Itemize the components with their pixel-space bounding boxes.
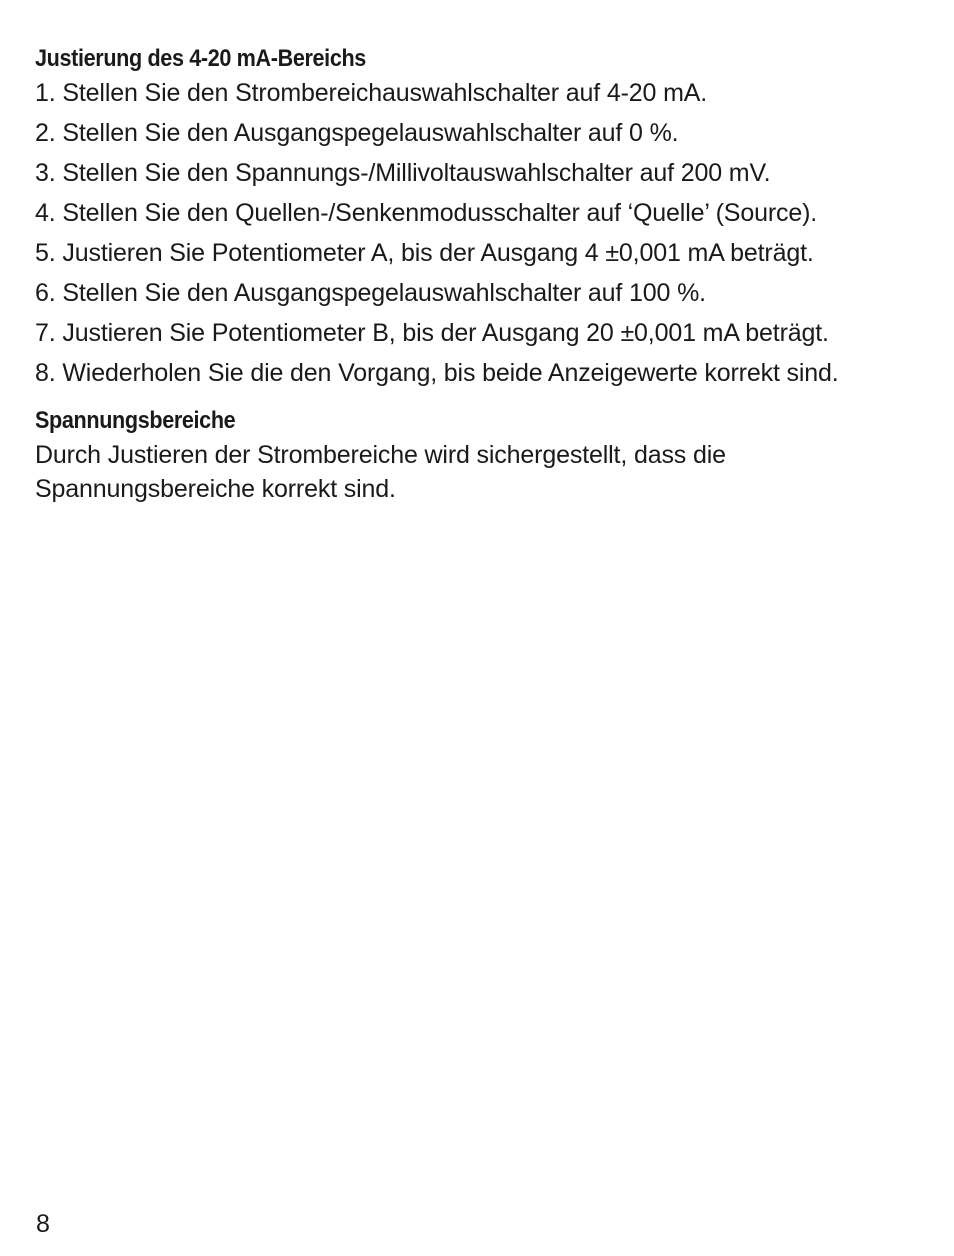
document-page — [35, 42, 930, 506]
section-heading-spannungsbereiche: Spannungsbereiche — [35, 407, 236, 434]
section-heading-4-20ma: Justierung des 4-20 mA-Bereichs — [35, 45, 366, 72]
step-number: 6. — [35, 279, 63, 307]
list-item — [35, 356, 930, 390]
step-number: 8. — [35, 359, 63, 387]
step-number: 7. — [35, 319, 63, 347]
step-text: Justieren Sie Potentiometer B, bis der Ausgang 20 ±0,001 mA beträgt. — [62, 319, 829, 347]
body-paragraph: Durch Justieren der Strombereiche wird sichergestellt, dass die Spannungsbereiche korrekt sind. — [35, 441, 726, 503]
step-text: Justieren Sie Potentiometer A, bis der Ausgang 4 ±0,001 mA beträgt. — [62, 239, 814, 267]
list-item — [35, 116, 930, 150]
list-item — [35, 236, 930, 270]
step-number: 1. — [35, 79, 63, 107]
list-item — [35, 156, 930, 190]
page-number: 8 — [36, 1210, 50, 1238]
step-text: Wiederholen Sie die den Vorgang, bis beide Anzeigewerte korrekt sind. — [62, 359, 839, 387]
list-item — [35, 196, 930, 230]
step-text: Stellen Sie den Spannungs-/Millivoltauswahlschalter auf 200 mV. — [62, 159, 771, 187]
step-number: 4. — [35, 199, 63, 227]
step-number: 5. — [35, 239, 63, 267]
step-text: Stellen Sie den Quellen-/Senkenmodusschalter auf ‘Quelle’ (Source). — [62, 199, 818, 227]
step-text: Stellen Sie den Ausgangspegelauswahlschalter auf 0 %. — [62, 119, 679, 147]
list-item — [35, 76, 930, 110]
step-text: Stellen Sie den Ausgangspegelauswahlschalter auf 100 %. — [62, 279, 706, 307]
step-number: 3. — [35, 159, 63, 187]
calibration-steps-list — [35, 76, 930, 390]
step-text: Stellen Sie den Strombereichauswahlschalter auf 4-20 mA. — [62, 79, 708, 107]
list-item — [35, 316, 930, 350]
list-item — [35, 276, 930, 310]
step-number: 2. — [35, 119, 63, 147]
